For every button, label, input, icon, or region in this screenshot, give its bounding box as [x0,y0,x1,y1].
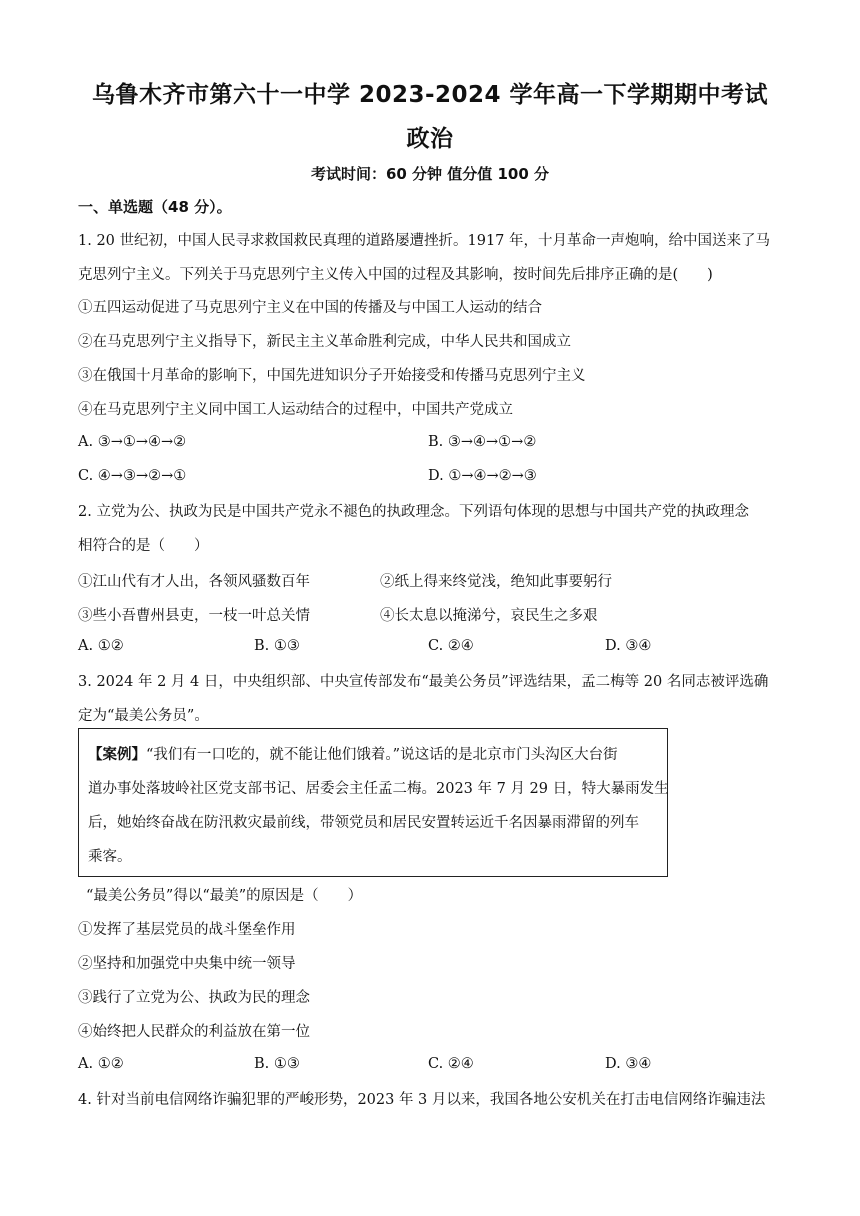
exam-title: 乌鲁木齐市第六十一中学 2023-2024 学年高一下学期期中考试 [91,82,769,108]
exam-info: 考试时间：60 分钟 值分值 100 分 [310,165,550,183]
case-tag: 【案例】 [88,746,146,763]
case-text-1: “我们有一口吃的，就不能让他们饿着。”说这话的是北京市门头沟区大台街 [146,747,618,763]
q2-option-d[interactable]: D. ③④ [605,638,652,654]
q2-option-c[interactable]: C. ②④ [428,638,474,654]
q3-option-a[interactable]: A. ①② [78,1056,124,1072]
q1-option-b[interactable]: B. ③→④→①→② [428,434,537,450]
q2-item-3: ③些小吾曹州县吏，一枝一叶总关情 [78,608,310,624]
q1-option-d[interactable]: D. ①→④→②→③ [428,468,537,484]
q1-option-a[interactable]: A. ③→①→④→② [78,434,187,450]
q1-option-c[interactable]: C. ④→③→②→① [78,468,187,484]
section-heading: 一、单选题（48 分）。 [78,198,232,216]
q1-item-1: ①五四运动促进了马克思列宁主义在中国的传播及与中国工人运动的结合 [78,300,542,316]
q3-item-3: ③践行了立党为公、执政为民的理念 [78,990,310,1006]
subject-title: 政治 [406,126,454,152]
case-line-4: 乘客。 [88,849,132,865]
q3-question: “最美公务员”得以“最美”的原因是（ ） [86,888,363,904]
q2-item-4: ④长太息以掩涕兮，哀民生之多艰 [380,608,598,624]
case-line-1 [88,743,618,764]
q2-option-a[interactable]: A. ①② [78,638,124,654]
q4-stem-line1: 4. 针对当前电信网络诈骗犯罪的严峻形势，2023 年 3 月以来，我国各地公安机关在打击电信网络诈骗违法 [78,1092,766,1108]
q2-stem-line1: 2. 立党为公、执政为民是中国共产党永不褪色的执政理念。下列语句体现的思想与中国共产党的执政理念 [78,504,749,520]
q1-item-2: ②在马克思列宁主义指导下，新民主主义革命胜利完成，中华人民共和国成立 [78,334,571,350]
q2-option-b[interactable]: B. ①③ [254,638,300,654]
q1-item-4: ④在马克思列宁主义同中国工人运动结合的过程中，中国共产党成立 [78,402,513,418]
q3-item-2: ②坚持和加强党中央集中统一领导 [78,956,296,972]
case-line-2: 道办事处落坡岭社区党支部书记、居委会主任孟二梅。2023 年 7 月 29 日，特大暴雨发生 [88,781,669,797]
q3-option-d[interactable]: D. ③④ [605,1056,652,1072]
q3-option-c[interactable]: C. ②④ [428,1056,474,1072]
q3-item-4: ④始终把人民群众的利益放在第一位 [78,1024,310,1040]
q2-item-1: ①江山代有才人出，各领风骚数百年 [78,574,310,590]
q3-option-b[interactable]: B. ①③ [254,1056,300,1072]
q1-item-3: ③在俄国十月革命的影响下，中国先进知识分子开始接受和传播马克思列宁主义 [78,368,586,384]
q3-stem-line2: 定为“最美公务员”。 [78,708,209,724]
q3-item-1: ①发挥了基层党员的战斗堡垒作用 [78,922,296,938]
q2-item-2: ②纸上得来终觉浅，绝知此事要躬行 [380,574,612,590]
case-line-3: 后，她始终奋战在防汛救灾最前线，带领党员和居民安置转运近千名因暴雨滞留的列车 [88,815,639,831]
q3-stem-line1: 3. 2024 年 2 月 4 日，中央组织部、中央宣传部发布“最美公务员”评选结果，孟二梅等 20 名同志被评选确 [78,674,769,690]
q2-stem-line2: 相符合的是（ ） [78,538,209,554]
q1-stem-line1: 1. 20 世纪初，中国人民寻求救国救民真理的道路屡遭挫折。1917 年，十月革命一声炮响，给中国送来了马 [78,233,771,249]
q1-stem-line2: 克思列宁主义。下列关于马克思列宁主义传入中国的过程及其影响，按时间先后排序正确的是( ) [78,267,713,283]
